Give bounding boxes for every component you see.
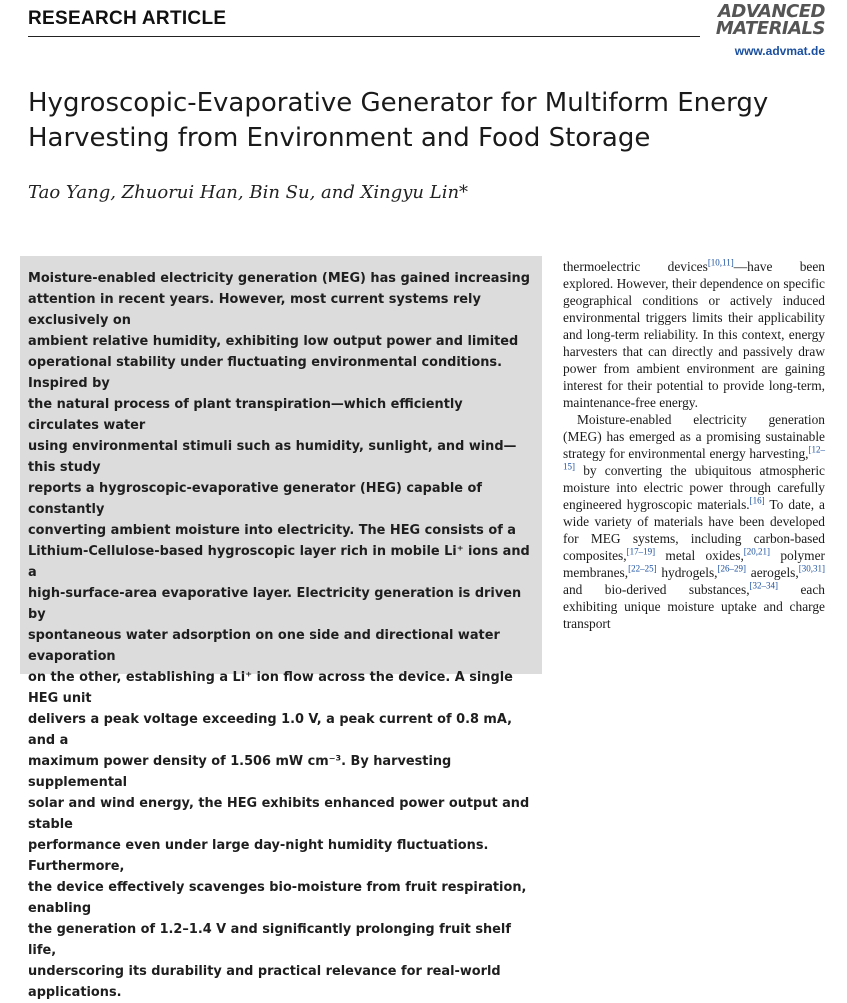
citation-link[interactable]: [12–15] [563,444,825,472]
body-text-run: thermoelectric devices [563,259,708,274]
body-column [563,258,825,632]
body-paragraph-1 [563,258,825,411]
body-text-run: metal oxides, [655,548,744,563]
article-title: Hygroscopic-Evaporative Generator for Multiform Energy Harvesting from Environment and Food Storage [28,88,769,153]
body-text-run: aerogels, [746,565,799,580]
citation-link[interactable]: [22–25] [628,563,657,574]
body-text-run: —have been explored. However, their dependence on specific geographical conditions or actively induced environmental triggers limits their applicability and long-term reliability. In this context, energy harvesters that can directly and passively draw power from ambient environment are gaining interest for their potential to provide long-term, maintenance-free energy. [563,259,826,410]
abstract-panel [20,256,542,1000]
body-text-run: Moisture-enabled electricity generation (MEG) has emerged as a promising sustainable strategy for environmental energy harvesting, [563,412,825,461]
journal-name-line1: ADVANCED [717,1,825,22]
body-text-run: polymer membranes, [563,548,825,580]
author-list: Tao Yang, Zhuorui Han, Bin Su, and Xingyu Lin* [28,182,469,203]
journal-name-line2: MATERIALS [715,18,825,39]
section-label: RESEARCH ARTICLE [28,8,227,29]
journal-logo [685,3,825,37]
body-text-run: by converting the ubiquitous atmospheric moisture into electric power through carefully engineered hygroscopic materials. [563,463,825,512]
citation-link[interactable]: [26–29] [717,563,747,574]
journal-url-link[interactable]: www.advmat.de [734,44,825,58]
body-text-run: and bio-derived substances, [563,582,750,597]
citation-link[interactable]: [32–34] [749,580,779,591]
citation-link[interactable]: [30,31] [798,563,825,574]
citation-link[interactable]: [17–19] [626,546,656,557]
citation-link[interactable]: [20,21] [743,546,771,557]
body-text-run: hydrogels, [656,565,718,580]
body-text-run: each exhibiting unique moisture uptake and charge transport [563,582,826,631]
body-text-run: To date, a wide variety of materials have been developed for MEG systems, including carbon-based composites, [563,497,825,563]
body-paragraph-2 [563,411,825,632]
citation-link[interactable]: [16] [749,495,765,506]
citation-link[interactable]: [10,11] [707,257,734,268]
header-rule [28,36,700,37]
abstract-text: Moisture-enabled electricity generation (MEG) has gained increasing attention in recent years. However, most current systems rely exclusively on ambient relative humidity, exhibiting low output power and limited operational stability under fluctuating environmental conditions. Inspired by the natural process of plant transpiration—which efficiently circulates water using environmental stimuli such as humidity, sunlight, and wind—this study reports a hygroscopic-evaporative generator (HEG) capable of constantly converting ambient moisture into electricity. The HEG consists of a Lithium-Cellulose-based hygroscopic layer rich in mobile Li⁺ ions and a high-surface-area evaporative layer. Electricity generation is driven by spontaneous water adsorption on one side and directional water evaporation on the other, establishing a Li⁺ ion flow across the device. A single HEG unit delivers a peak voltage exceeding 1.0 V, a peak current of 0.8 mA, and a maximum power density of 1.506 mW cm⁻³. By harvesting supplemental solar and wind energy, the HEG exhibits enhanced power output and stable performance even under large day-night humidity fluctuations. Furthermore, the device effectively scavenges bio-moisture from fruit respiration, enabling the generation of 1.2–1.4 V and significantly prolonging fruit shelf life, underscoring its durability and practical relevance for real-world applications. [28,271,530,1000]
